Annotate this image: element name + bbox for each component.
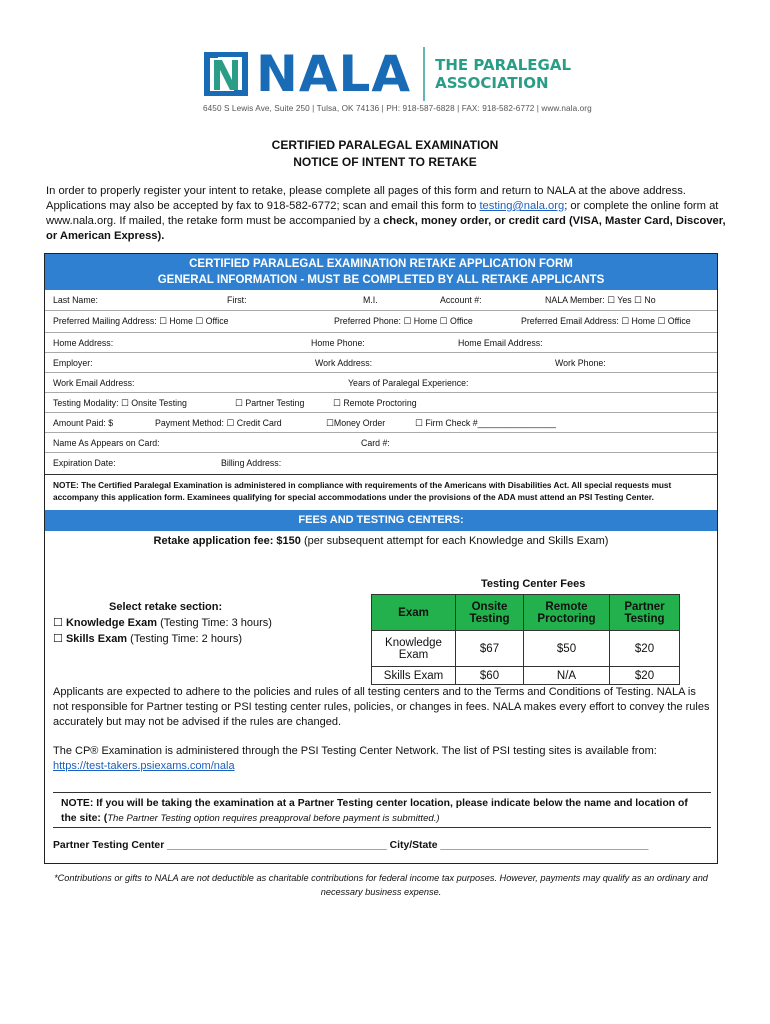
retake-fee-note: (per subsequent attempt for each Knowledge and Skills Exam): [300, 535, 609, 547]
table-cell: $67: [456, 631, 524, 667]
knowledge-exam-option[interactable]: [53, 615, 272, 631]
partner-center-field[interactable]: Partner Testing Center ______________________________________ City/State ____________________________________: [53, 840, 649, 851]
document-title: [0, 137, 770, 171]
account-number-field[interactable]: Account #:: [440, 295, 482, 305]
row-preferences: [45, 310, 717, 332]
row-payment: [45, 412, 717, 432]
money-order-checkbox[interactable]: ☐Money Order: [326, 418, 386, 428]
title-line-2: NOTICE OF INTENT TO RETAKE: [293, 155, 477, 169]
nala-logo: [204, 46, 571, 102]
table-cell: N/A: [524, 667, 610, 685]
knowledge-exam-label: Knowledge Exam: [65, 617, 158, 629]
work-address-field[interactable]: Work Address:: [315, 358, 373, 368]
policies-paragraph: Applicants are expected to adhere to the policies and rules of all testing centers and to the Terms and Conditions of Testing. NALA is not responsible for Partner testing or PSI testing center rules, policies, or changes in fees. NALA makes every effort to convey the rules accurately but may not be advised if the rules are changed.: [53, 686, 710, 728]
title-line-1: CERTIFIED PARALEGAL EXAMINATION: [271, 138, 499, 152]
fees-header: FEES AND TESTING CENTERS:: [45, 510, 717, 531]
table-row: [372, 667, 680, 685]
ada-note: NOTE: The Certified Paralegal Examination is administered in compliance with requirements of the Americans with Disabilities Act. All special requests must accompany this application form. Examinees qualifying for special accommodations under the provisions of the ADA must attend an PSI Testing Center.: [45, 474, 717, 510]
amount-paid-field[interactable]: Amount Paid: $: [53, 418, 114, 428]
select-retake-title: Select retake section:: [109, 601, 223, 613]
billing-address-field[interactable]: Billing Address:: [221, 458, 282, 468]
expiration-date-field[interactable]: Expiration Date:: [53, 458, 116, 468]
partner-testing-checkbox[interactable]: ☐ Partner Testing: [235, 398, 305, 408]
nala-n-logo-icon: [204, 52, 248, 96]
partner-note-italic: The Partner Testing option requires preapproval before payment is submitted.): [107, 813, 440, 824]
employer-field[interactable]: Employer:: [53, 358, 93, 368]
table-cell: Knowledge Exam: [372, 631, 456, 667]
work-email-field[interactable]: Work Email Address:: [53, 378, 135, 388]
table-header-onsite: Onsite Testing: [456, 595, 524, 631]
form-header-line-2: GENERAL INFORMATION - MUST BE COMPLETED BY ALL RETAKE APPLICANTS: [157, 274, 605, 286]
tagline-line-1: THE PARALEGAL: [435, 56, 572, 74]
form-header-line-1: CERTIFIED PARALEGAL EXAMINATION RETAKE APPLICATION FORM: [189, 258, 573, 270]
work-phone-field[interactable]: Work Phone:: [555, 358, 606, 368]
skills-exam-option[interactable]: [53, 631, 272, 647]
card-number-field[interactable]: Card #:: [361, 438, 390, 448]
intro-text-2: ; or complete the online form at www.nala.org. If mailed, the retake form must be accompanied by a: [46, 200, 719, 227]
logo-tagline: [435, 56, 571, 92]
form-header: [45, 254, 717, 290]
table-header-remote: Remote Proctoring: [524, 595, 610, 631]
testing-email-link[interactable]: testing@nala.org: [479, 200, 565, 212]
table-header-row: [372, 595, 680, 631]
logo-wordmark: NALA: [256, 45, 412, 103]
table-cell: $20: [610, 667, 680, 685]
org-address: 6450 S Lewis Ave, Suite 250 | Tulsa, OK 74136 | PH: 918-587-6828 | FAX: 918-582-6772 | www.nala.org: [203, 104, 592, 113]
preferred-phone-checkboxes[interactable]: Preferred Phone: ☐ Home ☐ Office: [334, 316, 473, 326]
middle-initial-field[interactable]: M.I.: [363, 295, 378, 305]
partner-note-bold: NOTE: If you will be taking the examination at a Partner Testing center location, please indicate below the name and location of the site: (: [61, 798, 688, 824]
testing-center-fees-table: [371, 594, 680, 685]
onsite-testing-checkbox[interactable]: Testing Modality: ☐ Onsite Testing: [53, 398, 187, 408]
row-expiration: [45, 452, 717, 474]
years-experience-field[interactable]: Years of Paralegal Experience:: [348, 378, 469, 388]
home-address-field[interactable]: Home Address:: [53, 338, 114, 348]
retake-fee-amount: Retake application fee: $150: [153, 535, 301, 547]
preferred-email-checkboxes[interactable]: Preferred Email Address: ☐ Home ☐ Office: [521, 316, 691, 326]
skills-exam-time: (Testing Time: 2 hours): [127, 633, 243, 645]
testing-center-fees-caption: Testing Center Fees: [481, 578, 586, 590]
credit-card-checkbox[interactable]: Payment Method: ☐ Credit Card: [155, 418, 282, 428]
retake-fee-line: [45, 533, 717, 549]
table-cell: $20: [610, 631, 680, 667]
tagline-line-2: ASSOCIATION: [435, 74, 549, 92]
home-phone-field[interactable]: Home Phone:: [311, 338, 365, 348]
payment-methods-text: check, money order, or credit card (VISA, Master Card, Discover, or American Express): [46, 215, 726, 242]
remote-proctoring-checkbox[interactable]: ☐ Remote Proctoring: [333, 398, 417, 408]
preferred-mailing-checkboxes[interactable]: Preferred Mailing Address: ☐ Home ☐ Office: [53, 316, 229, 326]
logo-divider: [423, 47, 425, 101]
select-retake-section: [53, 599, 272, 647]
row-name: [45, 290, 717, 310]
home-email-field[interactable]: Home Email Address:: [458, 338, 543, 348]
name-on-card-field[interactable]: Name As Appears on Card:: [53, 438, 160, 448]
intro-end: .: [161, 230, 165, 242]
intro-text-1: In order to properly register your intent to retake, please complete all pages of this form and return to NALA at the above address. Applications may also be accepted by fax to 918-582-6772; scan and email this form to: [46, 185, 686, 212]
skills-checkbox-icon[interactable]: ☐: [53, 633, 63, 645]
row-employer: [45, 352, 717, 372]
firm-check-field[interactable]: ☐ Firm Check #________________: [415, 418, 556, 428]
row-work-email: [45, 372, 717, 392]
skills-exam-label: Skills Exam: [65, 633, 128, 645]
row-home: [45, 332, 717, 352]
knowledge-checkbox-icon[interactable]: ☐: [53, 617, 63, 629]
row-card: [45, 432, 717, 452]
first-name-field[interactable]: First:: [227, 295, 247, 305]
row-modality: [45, 392, 717, 412]
table-row: [372, 631, 680, 667]
table-cell: $60: [456, 667, 524, 685]
psi-text: The CP® Examination is administered through the PSI Testing Center Network. The list of PSI testing sites is available from:: [53, 745, 657, 757]
table-header-partner: Partner Testing: [610, 595, 680, 631]
table-header-exam: Exam: [372, 595, 456, 631]
partner-testing-note: [53, 792, 711, 828]
last-name-field[interactable]: Last Name:: [53, 295, 98, 305]
psi-exams-link[interactable]: https://test-takers.psiexams.com/nala: [53, 760, 235, 772]
psi-paragraph: [53, 744, 713, 774]
table-cell: $50: [524, 631, 610, 667]
tax-footnote: *Contributions or gifts to NALA are not deductible as charitable contributions for federal income tax purposes. However, payments may qualify as an ordinary and necessary business expense.: [54, 873, 708, 897]
table-cell: Skills Exam: [372, 667, 456, 685]
knowledge-exam-time: (Testing Time: 3 hours): [157, 617, 272, 629]
intro-paragraph: [46, 184, 736, 244]
retake-application-form: [44, 253, 718, 864]
nala-member-checkboxes[interactable]: NALA Member: ☐ Yes ☐ No: [545, 295, 656, 305]
